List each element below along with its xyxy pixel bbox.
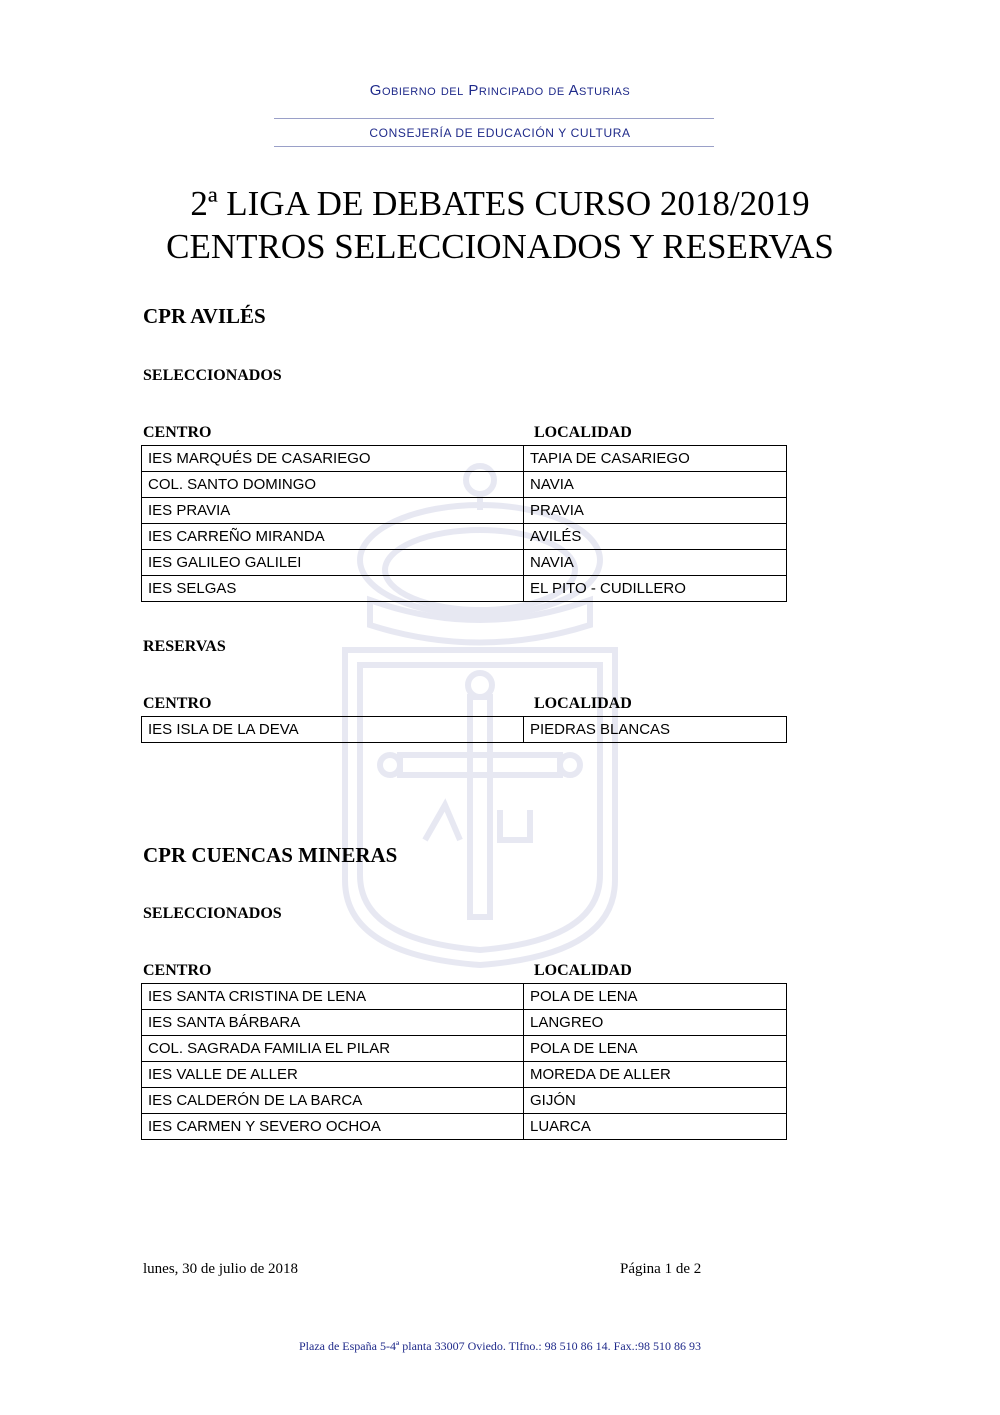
localidad-cell: NAVIA — [524, 472, 787, 498]
column-header-centro: CENTRO — [143, 962, 212, 979]
column-header-localidad: LOCALIDAD — [534, 962, 632, 979]
centro-cell: IES SELGAS — [142, 576, 524, 602]
selected-label-aviles: SELECCIONADOS — [143, 367, 282, 384]
localidad-cell: PIEDRAS BLANCAS — [524, 717, 787, 743]
centro-cell: IES CARREÑO MIRANDA — [142, 524, 524, 550]
selected-label-cuencas-mineras: SELECCIONADOS — [143, 905, 282, 922]
page-title-line2: CENTROS SELECCIONADOS Y RESERVAS — [166, 227, 834, 266]
localidad-cell: POLA DE LENA — [524, 1036, 787, 1062]
localidad-cell: EL PITO - CUDILLERO — [524, 576, 787, 602]
centro-cell: IES SANTA CRISTINA DE LENA — [142, 984, 524, 1010]
table-row — [142, 984, 787, 1010]
centro-cell: IES CARMEN Y SEVERO OCHOA — [142, 1114, 524, 1140]
table-row — [142, 1062, 787, 1088]
table-row — [142, 1010, 787, 1036]
column-header-centro: CENTRO — [143, 695, 212, 712]
section-title-aviles: CPR AVILÉS — [143, 304, 266, 328]
table-row — [142, 550, 787, 576]
localidad-cell: MOREDA DE ALLER — [524, 1062, 787, 1088]
column-header-localidad: LOCALIDAD — [534, 424, 632, 441]
header-divider-top — [274, 118, 714, 119]
table-row — [142, 576, 787, 602]
column-header-centro: CENTRO — [143, 424, 212, 441]
table-row — [142, 1088, 787, 1114]
footer-address: Plaza de España 5-4ª planta 33007 Oviedo. Tlfno.: 98 510 86 14. Fax.:98 510 86 93 — [298, 1339, 702, 1353]
localidad-cell: POLA DE LENA — [524, 984, 787, 1010]
column-header-localidad: LOCALIDAD — [534, 695, 632, 712]
localidad-cell: NAVIA — [524, 550, 787, 576]
localidad-cell: PRAVIA — [524, 498, 787, 524]
footer-date: lunes, 30 de julio de 2018 — [143, 1261, 298, 1277]
centro-cell: IES GALILEO GALILEI — [142, 550, 524, 576]
header-divider-bottom — [274, 146, 714, 147]
reserves-table-aviles — [141, 716, 787, 743]
localidad-cell: LUARCA — [524, 1114, 787, 1140]
table-row — [142, 1036, 787, 1062]
table-row — [142, 472, 787, 498]
centro-cell: IES VALLE DE ALLER — [142, 1062, 524, 1088]
localidad-cell: GIJÓN — [524, 1088, 787, 1114]
page-title-line1: 2ª LIGA DE DEBATES CURSO 2018/2019 — [190, 184, 810, 223]
department-header: CONSEJERÍA DE EDUCACIÓN Y CULTURA — [369, 126, 631, 140]
centro-cell: IES MARQUÉS DE CASARIEGO — [142, 446, 524, 472]
centro-cell: IES PRAVIA — [142, 498, 524, 524]
selected-table-cuencas-mineras — [141, 983, 787, 1140]
section-title-cuencas-mineras: CPR CUENCAS MINERAS — [143, 843, 398, 867]
footer-page-number: Página 1 de 2 — [620, 1261, 702, 1277]
table-row — [142, 498, 787, 524]
centro-cell: COL. SANTO DOMINGO — [142, 472, 524, 498]
centro-cell: IES ISLA DE LA DEVA — [142, 717, 524, 743]
selected-table-aviles — [141, 445, 787, 602]
centro-cell: IES SANTA BÁRBARA — [142, 1010, 524, 1036]
localidad-cell: LANGREO — [524, 1010, 787, 1036]
table-row — [142, 446, 787, 472]
localidad-cell: AVILÉS — [524, 524, 787, 550]
government-header: Gobierno del Principado de Asturias — [369, 82, 631, 99]
table-row — [142, 524, 787, 550]
reserves-label-aviles: RESERVAS — [143, 638, 226, 655]
centro-cell: IES CALDERÓN DE LA BARCA — [142, 1088, 524, 1114]
centro-cell: COL. SAGRADA FAMILIA EL PILAR — [142, 1036, 524, 1062]
table-row — [142, 1114, 787, 1140]
localidad-cell: TAPIA DE CASARIEGO — [524, 446, 787, 472]
table-row — [142, 717, 787, 743]
